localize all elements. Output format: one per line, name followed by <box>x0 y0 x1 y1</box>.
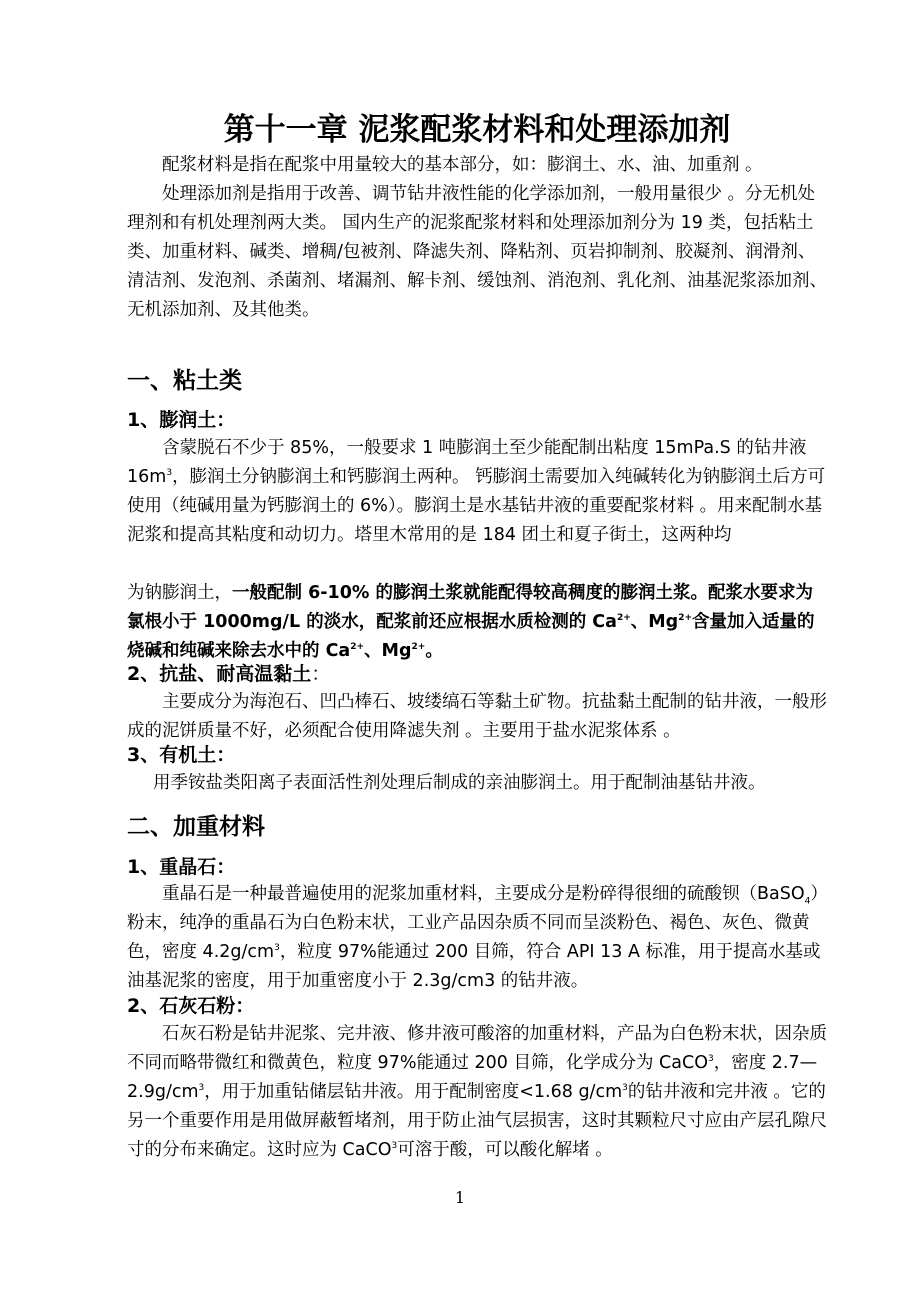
intro-paragraph-1: 配浆材料是指在配浆中用量较大的基本部分，如：膨润土、水、油、加重剂 。 <box>162 155 763 175</box>
limestone-text-c: ，用于加重钻储层钻井液。用于配制密度<1.68 g/cm <box>204 1082 623 1102</box>
salt-resistant-clay-paragraph: 主要成分为海泡石、凹凸棒石、坡缕缟石等黏土矿物。抗盐黏土配制的钻井液，一般形成的泥饼质量不好，必须配合使用降滤失剂 。主要用于盐水泥浆体系 。 <box>127 692 827 741</box>
limestone-text-b: ，密度 2.7—2.9g/cm <box>127 1053 818 1102</box>
bentonite-text-a: 含蒙脱石不少于 85%，一般要求 1 吨膨润土至少能配制出粘度 15mPa.S 的钻井液 16m <box>127 438 807 487</box>
superscript: 3 <box>622 1083 628 1094</box>
bentonite-paragraph-continued <box>127 579 827 666</box>
subscript: 4 <box>804 896 811 907</box>
superscript: 3 <box>391 1141 398 1152</box>
barite-text-b: ）粉末，纯净的重晶石为白色粉末状，工业产品因杂质不同而呈淡粉色、褐色、灰色、微黄色，密度 4.2g/cm <box>127 884 820 962</box>
subheading-salt-resistant-clay-text: 2、抗盐、耐高温黏土 <box>127 663 312 685</box>
subheading-limestone-powder: 2、石灰石粉： <box>127 995 255 1017</box>
page-number: 1 <box>454 1188 466 1207</box>
limestone-powder-paragraph <box>127 1020 827 1165</box>
superscript: 2+ <box>411 642 426 653</box>
bentonite-bold-3: 含量加入适量的烧碱和纯碱来除去水中的 Ca <box>127 612 815 661</box>
bentonite-text-b: ，膨润土分钠膨润土和钙膨润土两种。 钙膨润土需要加入纯碱转化为钠膨润土后方可使用（纯碱用量为钙膨润土的 6%）。膨润土是水基钻井液的重要配浆材料 。用来配制水基泥浆和提高其粘度和动切力。塔里木常用的是 184 团土和夏子街土，这两种均 <box>127 467 826 545</box>
bentonite-text-c: 为钠膨润土， <box>127 583 232 603</box>
bentonite-paragraph <box>127 434 827 550</box>
subheading-barite: 1、重晶石： <box>127 856 236 878</box>
bentonite-bold-4: 、Mg <box>364 641 412 661</box>
barite-text-a: 重晶石是一种最普遍使用的泥浆加重材料，主要成分是粉碎得很细的硫酸钡（BaSO <box>162 884 805 904</box>
superscript: 2+ <box>678 613 693 624</box>
subheading-salt-resistant-clay <box>127 659 330 689</box>
intro-paragraph-2: 处理添加剂是指用于改善、调节钻井液性能的化学添加剂，一般用量很少 。分无机处理剂和有机处理剂两大类。 国内生产的泥浆配浆材料和处理添加剂分为 19 类，包括粘土类、加重材料、碱类、增稠/包被剂、降滤失剂、降粘剂、页岩抑制剂、胶凝剂、润滑剂、清洁剂、发泡剂、杀菌剂、堵漏剂、解卡剂、缓蚀剂、消泡剂、乳化剂、油基泥浆添加剂、无机添加剂、及其他类。 <box>127 184 827 320</box>
barite-text-c: ，粒度 97%能通过 200 目筛，符合 API 13 A 标准，用于提高水基或油基泥浆的密度，用于加重密度小于 2.3g/cm3 的钻井液。 <box>127 942 821 991</box>
superscript: 3 <box>708 1054 714 1065</box>
subheading-colon: ： <box>311 663 331 685</box>
superscript: 3 <box>274 943 280 954</box>
section-heading-weighting-materials: 二、加重材料 <box>127 814 265 840</box>
superscript: 2+ <box>616 613 631 624</box>
superscript: 3 <box>166 468 173 479</box>
organoclay-paragraph: 用季铵盐类阳离子表面活性剂处理后制成的亲油膨润土。用于配制油基钻井液。 <box>153 773 766 793</box>
barite-paragraph <box>127 880 827 996</box>
bentonite-bold-2: 、Mg <box>630 612 679 632</box>
subheading-bentonite: 1、膨润土： <box>127 409 236 431</box>
superscript: 3 <box>198 1083 205 1094</box>
section-heading-clay: 一、粘土类 <box>127 368 242 394</box>
chapter-title: 第十一章 泥浆配浆材料和处理添加剂 <box>223 112 731 148</box>
limestone-text-d: 的钻井液和完井液 。它的另一个重要作用是用做屏蔽暂堵剂，用于防止油气层损害，这时其颗粒尺寸应由产层孔隙尺寸的分布来确定。这时应为 CaCO <box>127 1082 827 1160</box>
limestone-text-e: 可溶于酸，可以酸化解堵 。 <box>397 1140 613 1160</box>
bentonite-bold-5: 。 <box>425 641 443 661</box>
limestone-text-a: 石灰石粉是钻井泥浆、完井液、修井液可酸溶的加重材料，产品为白色粉末状，因杂质不同而略带微红和微黄色，粒度 97%能通过 200 目筛，化学成分为 CaCO <box>127 1024 827 1073</box>
bentonite-bold-1: 一般配制 6-10% 的膨润土浆就能配得较高稠度的膨润土浆。配浆水要求为氯根小于 1000mg/L 的淡水，配浆前还应根据水质检测的 Ca <box>127 583 814 632</box>
subheading-organoclay: 3、有机土： <box>127 744 236 766</box>
superscript: 2+ <box>350 642 365 653</box>
